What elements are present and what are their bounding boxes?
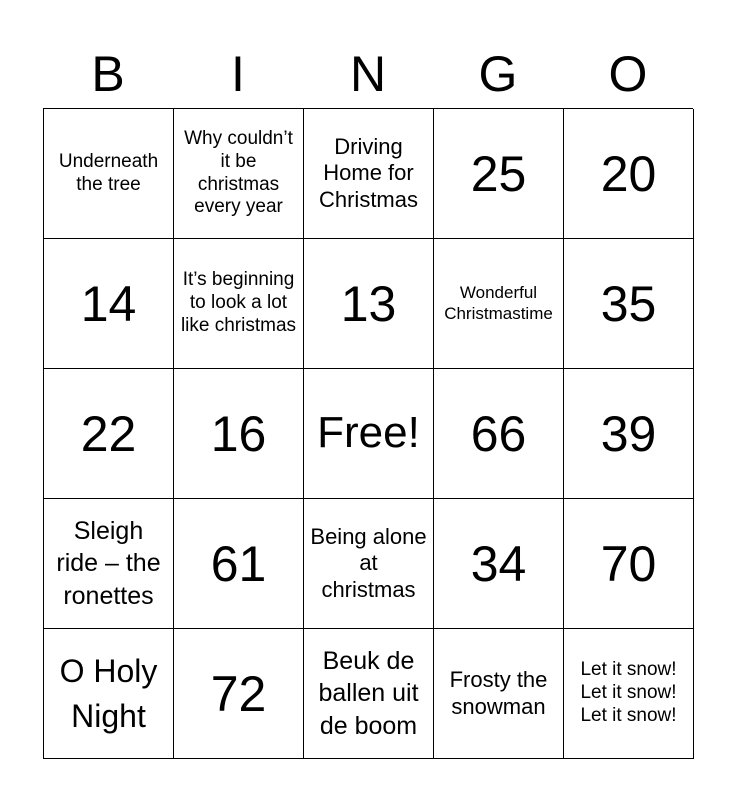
bingo-cell[interactable] bbox=[44, 109, 174, 239]
bingo-cell-text: 20 bbox=[600, 145, 657, 202]
bingo-cell-text: Why couldn’t it be christmas every year bbox=[184, 127, 293, 218]
bingo-cell-text: 25 bbox=[470, 145, 527, 202]
bingo-cell[interactable] bbox=[564, 369, 694, 499]
bingo-cell-text: 66 bbox=[470, 405, 527, 462]
bingo-cell[interactable] bbox=[174, 499, 304, 629]
bingo-cell[interactable] bbox=[564, 109, 694, 239]
bingo-cell-text: Underneath the tree bbox=[58, 150, 159, 195]
bingo-cell-text: 61 bbox=[210, 535, 267, 592]
bingo-cell[interactable] bbox=[564, 499, 694, 629]
header-letter-o: O bbox=[608, 46, 648, 102]
bingo-cell-text: 16 bbox=[210, 405, 267, 462]
bingo-cell[interactable] bbox=[174, 109, 304, 239]
bingo-cell[interactable] bbox=[44, 499, 174, 629]
bingo-cell-text: 13 bbox=[340, 275, 397, 332]
bingo-cell-text: 22 bbox=[80, 405, 137, 462]
bingo-cell-text: Frosty the snowman bbox=[449, 667, 548, 719]
bingo-cell[interactable] bbox=[564, 239, 694, 369]
bingo-cell[interactable] bbox=[564, 629, 694, 759]
bingo-cell-text: It’s beginning to look a lot like christmas bbox=[180, 269, 297, 336]
bingo-cell-text: Free! bbox=[317, 408, 420, 458]
bingo-cell[interactable] bbox=[304, 499, 434, 629]
bingo-cell[interactable] bbox=[304, 109, 434, 239]
bingo-cell[interactable] bbox=[174, 239, 304, 369]
bingo-cell[interactable] bbox=[304, 629, 434, 759]
bingo-card bbox=[43, 40, 693, 759]
bingo-cell-text: Driving Home for Christmas bbox=[318, 133, 418, 212]
header-letter-b: B bbox=[91, 46, 125, 102]
bingo-cell[interactable] bbox=[174, 369, 304, 499]
bingo-cell[interactable] bbox=[434, 239, 564, 369]
bingo-cell-text: O Holy Night bbox=[59, 652, 158, 734]
bingo-header bbox=[43, 40, 693, 108]
bingo-cell[interactable] bbox=[304, 369, 434, 499]
bingo-cell-text: 14 bbox=[80, 275, 137, 332]
bingo-cell[interactable] bbox=[44, 629, 174, 759]
header-letter-i: I bbox=[231, 46, 245, 102]
bingo-cell-text: 34 bbox=[470, 535, 527, 592]
bingo-cell[interactable] bbox=[434, 629, 564, 759]
bingo-cell[interactable] bbox=[434, 369, 564, 499]
bingo-cell[interactable] bbox=[174, 629, 304, 759]
header-letter-n: N bbox=[349, 46, 387, 102]
bingo-cell-text: 39 bbox=[600, 405, 657, 462]
bingo-cell-text: 70 bbox=[600, 535, 657, 592]
bingo-cell-text: Beuk de ballen uit de boom bbox=[318, 646, 419, 740]
bingo-cell[interactable] bbox=[434, 499, 564, 629]
bingo-cell[interactable] bbox=[434, 109, 564, 239]
bingo-cell-text: Being alone at christmas bbox=[310, 523, 427, 602]
bingo-cell-text: 35 bbox=[600, 275, 657, 332]
bingo-cell[interactable] bbox=[44, 239, 174, 369]
bingo-cell-text: Sleigh ride – the ronettes bbox=[56, 516, 161, 610]
header-letter-g: G bbox=[478, 46, 518, 102]
bingo-cell-text: Wonderful Christmastime bbox=[444, 283, 553, 323]
bingo-grid bbox=[43, 108, 693, 759]
bingo-cell[interactable] bbox=[44, 369, 174, 499]
bingo-cell-text: Let it snow! Let it snow! Let it snow! bbox=[580, 659, 677, 726]
bingo-cell[interactable] bbox=[304, 239, 434, 369]
bingo-cell-text: 72 bbox=[210, 665, 267, 722]
